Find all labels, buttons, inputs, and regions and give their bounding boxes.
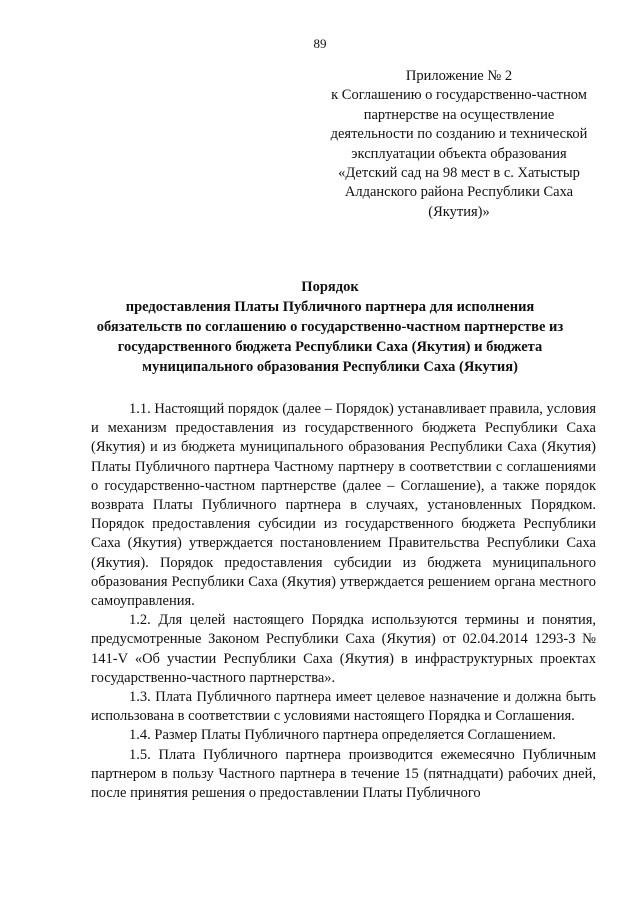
title-heading: Порядок: [301, 279, 359, 295]
title-line: муниципального образования Республики Саха (Якутия): [142, 359, 518, 375]
annex-line: эксплуатации объекта образования: [351, 145, 567, 162]
paragraph-1-5: 1.5. Плата Публичного партнера производится ежемесячно Публичным партнером в пользу Частного партнера в течение 15 (пятнадцати) рабочих дней, после принятия решения о предоставлении Платы Публичного: [91, 746, 596, 802]
annex-line: деятельности по созданию и технической: [330, 126, 588, 143]
document-title: [60, 277, 600, 377]
title-line: предоставления Платы Публичного партнера для исполнения: [125, 299, 535, 315]
annex-line: (Якутия)»: [428, 203, 490, 220]
paragraph-1-3: 1.3. Плата Публичного партнера имеет целевое назначение и должна быть использована в соответствии с условиями настоящего Порядка и Соглашения.: [91, 689, 596, 725]
paragraph-1-4: 1.4. Размер Платы Публичного партнера определяется Соглашением.: [129, 727, 556, 744]
paragraph-1-2: 1.2. Для целей настоящего Порядка используются термины и понятия, предусмотренные Законом Республики Саха (Якутия) от 02.04.2014 1293-З № 141-V «Об участии Республики Саха (Якутия) в инфраструктурных проектах государственно-частного партнерства».: [91, 612, 596, 686]
annex-line: Приложение № 2: [405, 68, 513, 84]
document-body: [91, 400, 596, 803]
title-line: государственного бюджета Республики Саха (Якутия) и бюджета: [117, 339, 543, 355]
title-line: обязательств по соглашению о государственно-частном партнерстве из: [96, 319, 564, 335]
paragraph-1-1: 1.1. Настоящий порядок (далее – Порядок) устанавливает правила, условия и механизм предоставления из государственного бюджета Республики Саха (Якутия) и из бюджета муниципального образования Республики Саха (Якутия) Платы Публичного партнера Частному партнеру в соответствии с соглашениями о государственно-частном партнерстве (далее – Соглашение), а также порядок возврата Платы Публичного партнера в случаях, установленных Порядком. Порядок предоставления субсидии из государственного бюджета Республики Саха (Якутия) утверждается постановлением Правительства Республики Саха (Якутия). Порядок предоставления субсидии из бюджета муниципального образования Республики Саха (Якутия) утверждается решением органа местного самоуправления.: [91, 401, 596, 610]
annex-line: к Соглашению о государственно-частном: [331, 87, 587, 104]
annex-header: [318, 67, 600, 222]
annex-line: партнерстве на осуществление: [363, 106, 555, 123]
page-number: 89: [313, 36, 327, 51]
annex-line: Алданского района Республики Саха: [344, 184, 574, 201]
annex-line: «Детский сад на 98 мест в с. Хатыстыр: [338, 165, 580, 182]
